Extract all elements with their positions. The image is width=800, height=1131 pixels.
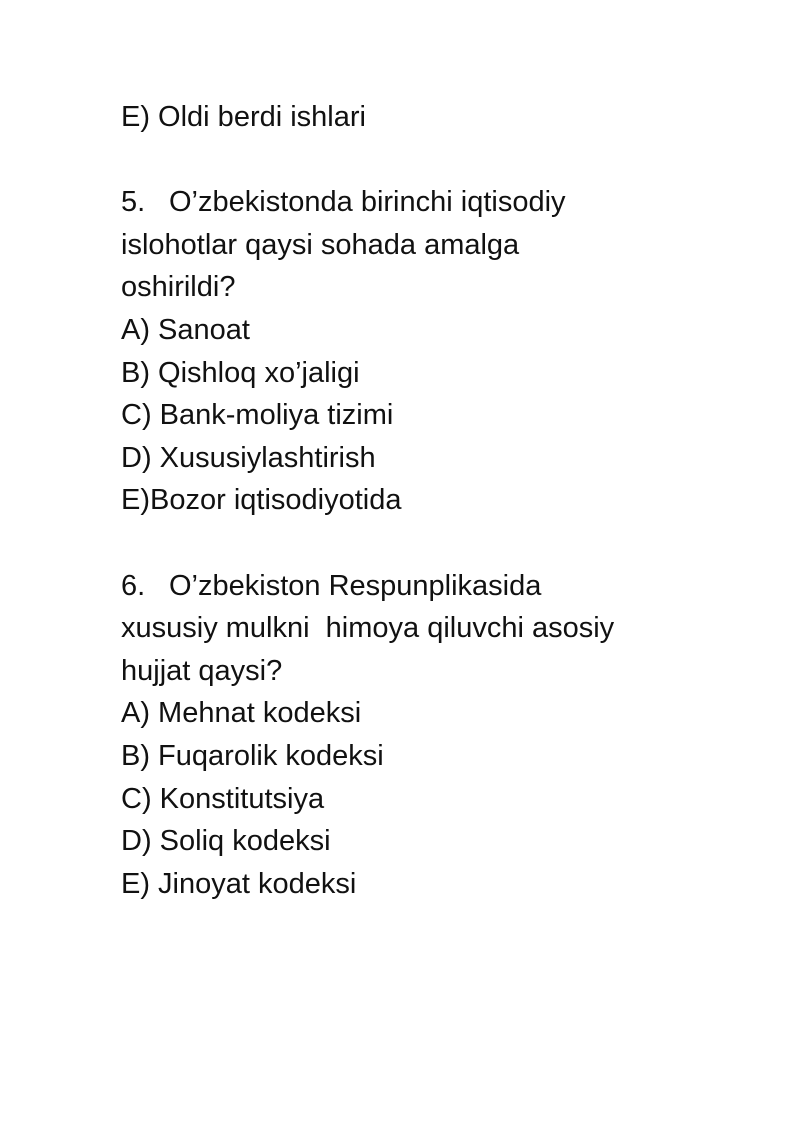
question-6 (121, 565, 721, 906)
question-6-text-line-2: xususiy mulkni himoya qiluvchi asosiy (121, 612, 615, 645)
question-6-option-e: E) Jinoyat kodeksi (121, 867, 357, 900)
document-body (121, 96, 721, 905)
question-5-text-line-1: O’zbekistonda birinchi iqtisodiy (169, 186, 566, 219)
question-5-option-c: C) Bank-moliya tizimi (121, 399, 394, 432)
question-5-text-line-3: oshirildi? (121, 271, 236, 304)
question-6-text-line-3: hujjat qaysi? (121, 654, 283, 687)
question-5 (121, 181, 721, 522)
paragraph-gap (121, 139, 721, 182)
question-5-number: 5. (121, 186, 146, 219)
question-5-option-d: D) Xususiylashtirish (121, 441, 376, 474)
question-6-option-a: A) Mehnat kodeksi (121, 697, 362, 730)
question-5-line-1 (121, 181, 721, 224)
question-5-option-a: A) Sanoat (121, 313, 250, 346)
question-5-option-e: E)Bozor iqtisodiyotida (121, 484, 402, 517)
question-6-number: 6. (121, 569, 146, 602)
prev-question-option-e: E) Oldi berdi ishlari (121, 101, 366, 133)
question-6-option-d: D) Soliq kodeksi (121, 825, 331, 858)
question-5-option-b: B) Qishloq xo’jaligi (121, 356, 360, 389)
question-6-option-c: C) Konstitutsiya (121, 782, 325, 815)
question-6-line-1 (121, 565, 721, 608)
question-6-option-b: B) Fuqarolik kodeksi (121, 739, 384, 772)
question-5-text-line-2: islohotlar qaysi sohada amalga (121, 228, 520, 261)
paragraph-gap (121, 522, 721, 565)
question-6-text-line-1: O’zbekiston Respunplikasida (169, 569, 542, 602)
